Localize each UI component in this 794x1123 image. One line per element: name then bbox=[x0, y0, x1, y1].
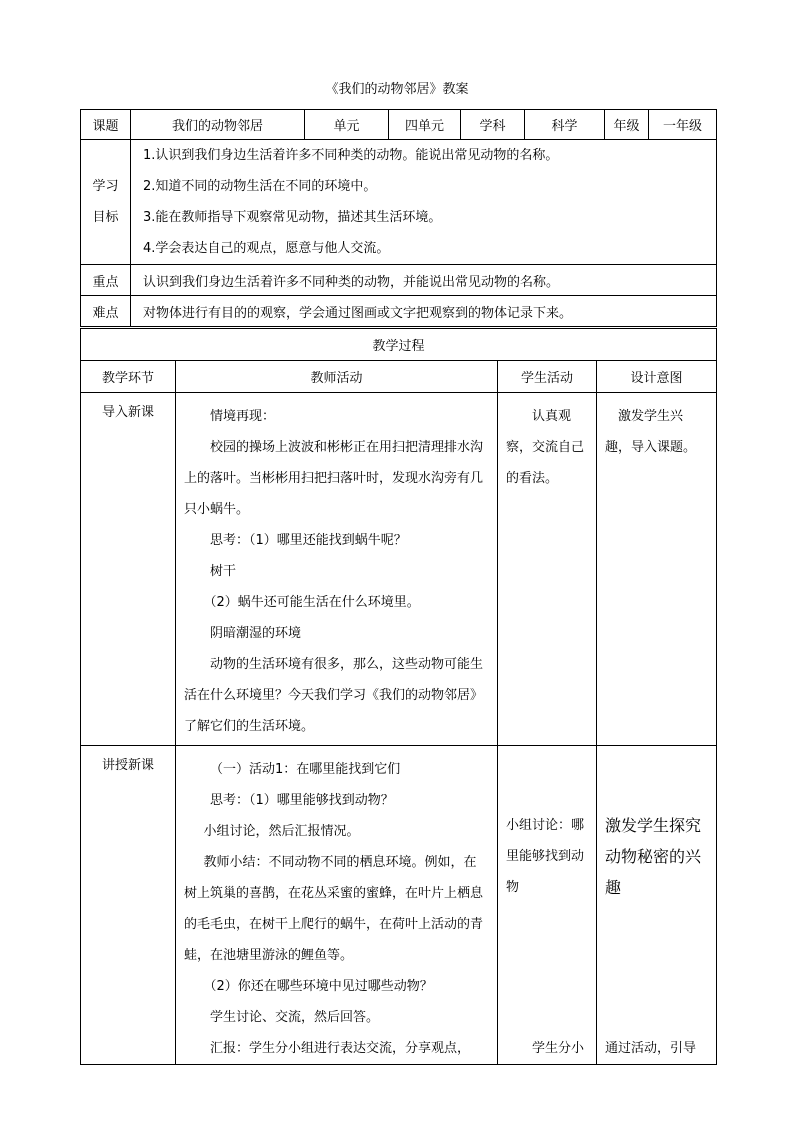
intro-student-text: 认真观察，交流自己的看法。 bbox=[506, 409, 585, 486]
topic-value: 我们的动物邻居 bbox=[131, 110, 305, 140]
col-student: 学生活动 bbox=[498, 361, 597, 393]
subject-label: 学科 bbox=[461, 110, 525, 140]
intro-line: 情境再现： bbox=[210, 409, 276, 424]
lesson-info-table bbox=[80, 109, 717, 327]
intro-line: （2）蜗牛还可能生活在什么环境里。 bbox=[203, 595, 420, 610]
document-title: 《我们的动物邻居》教案 bbox=[325, 82, 469, 97]
intro-line: 动物的生活环境有很多，那么，这些动物可能生活在什么环境里？今天我们学习《我们的动物邻居》了解它们的生活环境。 bbox=[184, 657, 484, 734]
teach-line: 学生讨论、交流，然后回答。 bbox=[210, 1010, 380, 1025]
intro-line: 校园的操场上波波和彬彬正在用扫把清理排水沟上的落叶。当彬彬用扫把扫落叶时，发现水沟旁有几只小蜗牛。 bbox=[184, 440, 484, 517]
goals-label-line2: 目标 bbox=[92, 210, 119, 225]
teach-intent bbox=[597, 746, 717, 1065]
teach-student-text2: 学生分小 bbox=[532, 1041, 585, 1056]
goal-item: 3.能在教师指导下观察常见动物，描述其生活环境。 bbox=[143, 210, 442, 225]
teach-stage: 讲授新课 bbox=[81, 746, 176, 1065]
intro-student bbox=[498, 393, 597, 746]
teach-teacher bbox=[176, 746, 498, 1065]
col-teacher: 教师活动 bbox=[176, 361, 498, 393]
col-intent: 设计意图 bbox=[597, 361, 717, 393]
teach-line: 汇报：学生分小组进行表达交流，分享观点， bbox=[210, 1041, 471, 1056]
teach-student bbox=[498, 746, 597, 1065]
goal-item: 1.认识到我们身边生活着许多不同种类的动物。能说出常见动物的名称。 bbox=[143, 148, 559, 163]
intro-line: 阴暗潮湿的环境 bbox=[210, 626, 302, 641]
col-stage: 教学环节 bbox=[81, 361, 176, 393]
teach-intent-text1: 激发学生探究动物秘密的兴趣 bbox=[605, 816, 702, 897]
process-title: 教学过程 bbox=[81, 329, 717, 361]
key-point-value: 认识到我们身边生活着许多不同种类的动物，并能说出常见动物的名称。 bbox=[131, 265, 717, 296]
grade-label: 年级 bbox=[605, 110, 649, 140]
intro-intent-text: 激发学生兴趣，导入课题。 bbox=[605, 409, 697, 455]
teach-line: 教师小结：不同动物不同的栖息环境。例如，在树上筑巢的喜鹊，在花丛采蜜的蜜蜂，在叶片上栖息的毛毛虫，在树干上爬行的蜗牛，在荷叶上活动的青蛙，在池塘里游泳的鲤鱼等。 bbox=[184, 855, 484, 963]
unit-label: 单元 bbox=[305, 110, 389, 140]
intro-stage: 导入新课 bbox=[81, 393, 176, 746]
unit-value: 四单元 bbox=[389, 110, 461, 140]
goals-content bbox=[131, 140, 717, 265]
key-point-label: 重点 bbox=[81, 265, 131, 296]
teaching-process-table bbox=[80, 328, 717, 1065]
grade-value: 一年级 bbox=[649, 110, 717, 140]
topic-label: 课题 bbox=[81, 110, 131, 140]
teach-line: （2）你还在哪些环境中见过哪些动物？ bbox=[203, 979, 433, 994]
goal-item: 2.知道不同的动物生活在不同的环境中。 bbox=[143, 179, 377, 194]
teach-line: 小组讨论，然后汇报情况。 bbox=[203, 824, 360, 839]
goal-item: 4.学会表达自己的观点，愿意与他人交流。 bbox=[143, 241, 390, 256]
difficulty-value: 对物体进行有目的的观察，学会通过图画或文字把观察到的物体记录下来。 bbox=[131, 296, 717, 327]
teach-intent-text2: 通过活动，引导 bbox=[605, 1041, 697, 1056]
goals-label-line1: 学习 bbox=[92, 179, 119, 194]
teach-line: 思考：（1）哪里能够找到动物？ bbox=[210, 793, 394, 808]
difficulty-label: 难点 bbox=[81, 296, 131, 327]
goals-label bbox=[81, 140, 131, 265]
subject-value: 科学 bbox=[525, 110, 605, 140]
intro-teacher bbox=[176, 393, 498, 746]
teach-student-text1: 小组讨论：哪里能够找到动物 bbox=[506, 818, 585, 895]
intro-line: 树干 bbox=[210, 564, 237, 579]
intro-intent bbox=[597, 393, 717, 746]
teach-line: （一）活动1：在哪里能找到它们 bbox=[210, 762, 401, 777]
intro-line: 思考：（1）哪里还能找到蜗牛呢？ bbox=[210, 533, 407, 548]
